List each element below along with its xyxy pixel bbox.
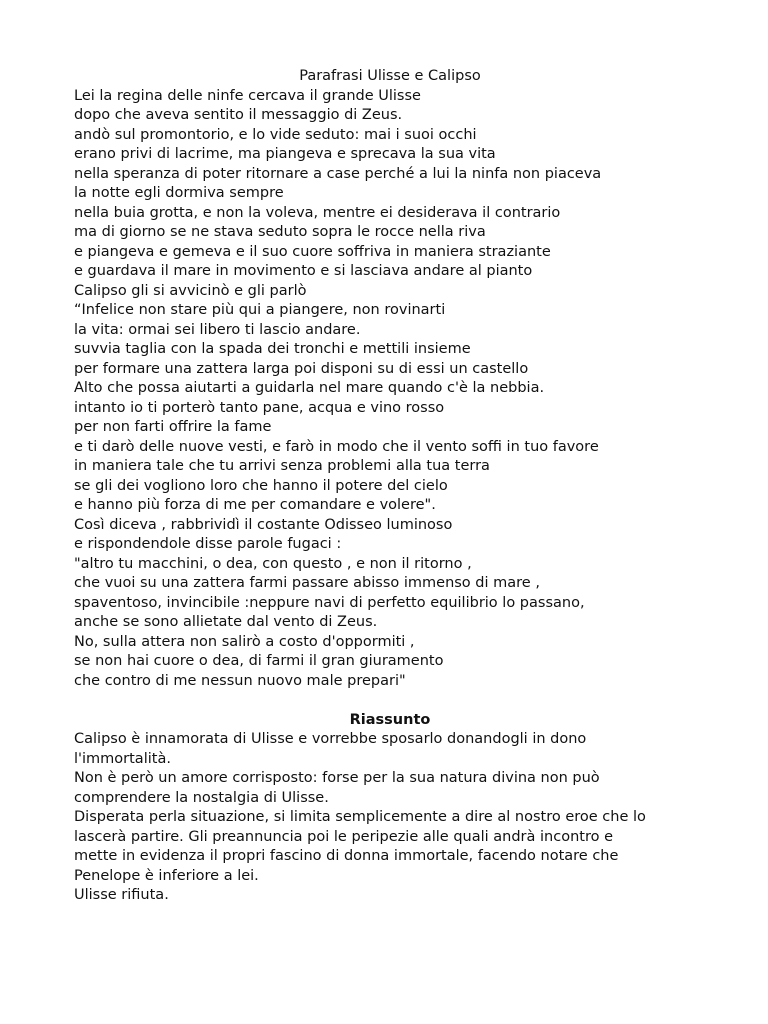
paraphrase-line: intanto io ti porterò tanto pane, acqua e vino rosso bbox=[74, 399, 445, 416]
document-title: Parafrasi Ulisse e Calipso bbox=[299, 68, 481, 84]
summary-line: lascerà partire. Gli preannuncia poi le peripezie alle quali andrà incontro e bbox=[74, 828, 613, 845]
paraphrase-line: Lei la regina delle ninfe cercava il grande Ulisse bbox=[74, 87, 421, 104]
summary-line: comprendere la nostalgia di Ulisse. bbox=[74, 789, 329, 806]
paraphrase-line: dopo che aveva sentito il messaggio di Zeus. bbox=[74, 107, 403, 123]
paraphrase-line: erano privi di lacrime, ma piangeva e sprecava la sua vita bbox=[74, 146, 496, 162]
summary-section bbox=[74, 730, 704, 906]
paraphrase-line: andò sul promontorio, e lo vide seduto: mai i suoi occhi bbox=[74, 126, 477, 143]
paraphrase-line: se non hai cuore o dea, di farmi il gran giuramento bbox=[74, 653, 444, 669]
summary-line: Disperata perla situazione, si limita semplicemente a dire al nostro eroe che lo bbox=[74, 809, 646, 825]
paraphrase-line: spaventoso, invincibile :neppure navi di perfetto equilibrio lo passano, bbox=[74, 594, 585, 611]
paraphrase-line: ma di giorno se ne stava seduto sopra le rocce nella riva bbox=[74, 224, 486, 240]
paraphrase-line: la vita: ormai sei libero ti lascio andare. bbox=[74, 321, 361, 338]
summary-line: l'immortalità. bbox=[74, 750, 171, 767]
paraphrase-line: Calipso gli si avvicinò e gli parlò bbox=[74, 282, 307, 299]
paraphrase-line: che contro di me nessun nuovo male prepari" bbox=[74, 672, 406, 689]
paraphrase-line: in maniera tale che tu arrivi senza problemi alla tua terra bbox=[74, 458, 490, 474]
paraphrase-line: e ti darò delle nuove vesti, e farò in modo che il vento soffi in tuo favore bbox=[74, 438, 599, 455]
paraphrase-line: e piangeva e gemeva e il suo cuore soffriva in maniera straziante bbox=[74, 243, 551, 260]
summary-line: Ulisse rifiuta. bbox=[74, 887, 169, 903]
paraphrase-line: e hanno più forza di me per comandare e volere". bbox=[74, 497, 436, 513]
paraphrase-line: e guardava il mare in movimento e si lasciava andare al pianto bbox=[74, 263, 533, 279]
summary-line: Non è però un amore corrisposto: forse per la sua natura divina non può bbox=[74, 770, 600, 786]
paraphrase-line: se gli dei vogliono loro che hanno il potere del cielo bbox=[74, 477, 448, 494]
paraphrase-line: nella buia grotta, e non la voleva, mentre ei desiderava il contrario bbox=[74, 204, 561, 221]
paraphrase-line: Così diceva , rabbrividì il costante Odisseo luminoso bbox=[74, 516, 453, 533]
paraphrase-line: per non farti offrire la fame bbox=[74, 419, 272, 435]
summary-line: mette in evidenza il propri fascino di donna immortale, facendo notare che bbox=[74, 848, 619, 864]
paraphrase-line: No, sulla attera non salirò a costo d'oppormiti , bbox=[74, 633, 415, 650]
paraphrase-line: nella speranza di poter ritornare a case perché a lui la ninfa non piaceva bbox=[74, 165, 602, 182]
paraphrase-line: suvvia taglia con la spada dei tronchi e mettili insieme bbox=[74, 341, 471, 357]
document-content bbox=[74, 67, 704, 906]
paraphrase-line: anche se sono allietate dal vento di Zeus. bbox=[74, 614, 378, 630]
summary-line: Calipso è innamorata di Ulisse e vorrebbe sposarlo donandogli in dono bbox=[74, 731, 587, 747]
summary-title: Riassunto bbox=[349, 711, 431, 728]
paraphrase-line: la notte egli dormiva sempre bbox=[74, 185, 284, 201]
section-gap bbox=[74, 691, 704, 711]
paraphrase-line: Alto che possa aiutarti a guidarla nel mare quando c'è la nebbia. bbox=[74, 380, 545, 396]
paraphrase-section bbox=[74, 87, 704, 692]
paraphrase-line: per formare una zattera larga poi disponi su di essi un castello bbox=[74, 360, 529, 377]
paraphrase-line: "altro tu macchini, o dea, con questo , e non il ritorno , bbox=[74, 555, 472, 572]
paraphrase-line: che vuoi su una zattera farmi passare abisso immenso di mare , bbox=[74, 575, 540, 591]
paraphrase-line: “Infelice non stare più qui a piangere, non rovinarti bbox=[74, 302, 446, 318]
summary-line: Penelope è inferiore a lei. bbox=[74, 867, 259, 884]
paraphrase-line: e rispondendole disse parole fugaci : bbox=[74, 536, 342, 552]
